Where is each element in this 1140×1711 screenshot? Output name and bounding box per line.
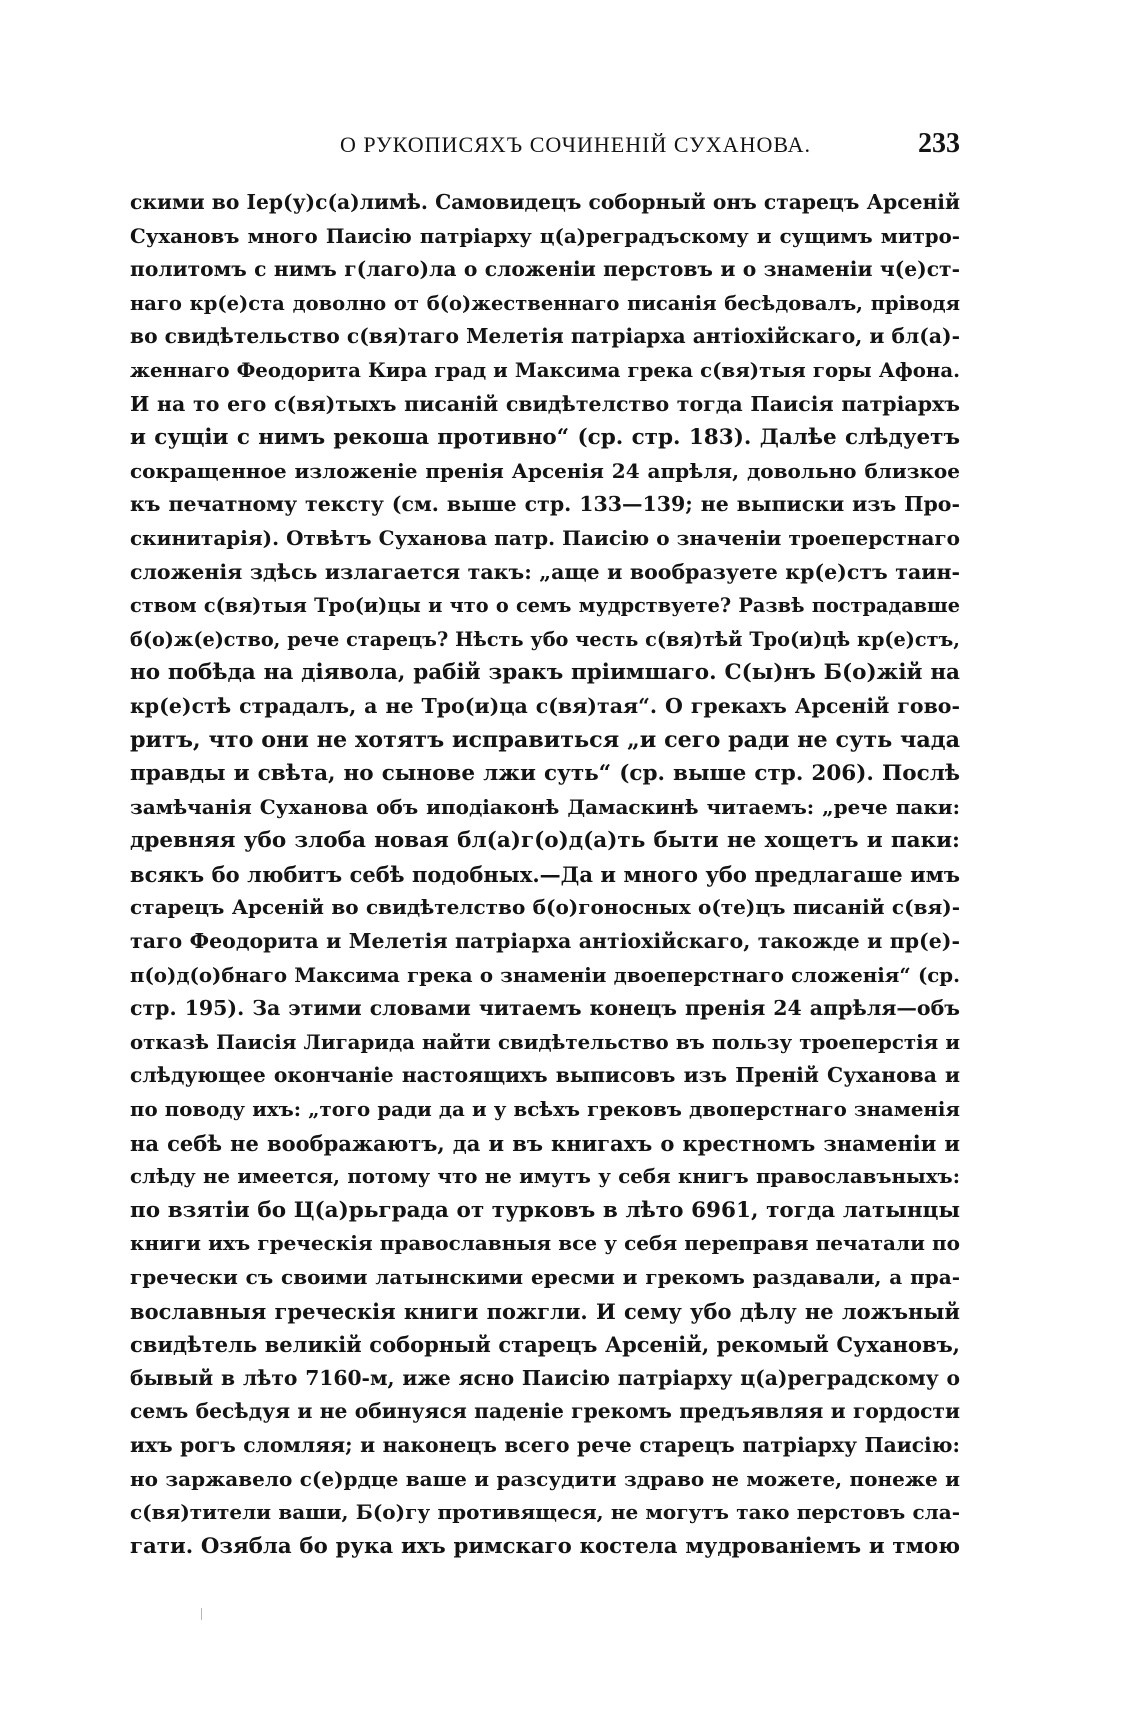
text-line: во свидѣтельство с(вя)таго Мелетія патріарха антіохійскаго, и бл(а)-	[130, 324, 960, 349]
text-line: И на то его с(вя)тыхъ писаній свидѣтелство тогда Паисія патріархъ	[130, 391, 960, 416]
body-text	[130, 186, 960, 1563]
text-line: Сухановъ много Паисію патріарху ц(а)реградъскому и сущимъ митро-	[130, 223, 960, 248]
text-line: старецъ Арсеній во свидѣтелство б(о)гоносных о(те)цъ писаній с(вя)-	[130, 895, 960, 920]
text-line: и сущіи с нимъ рекоша противно“ (ср. стр. 183). Далѣе слѣдуетъ	[130, 425, 960, 451]
running-title: О РУКОПИСЯХЪ СОЧИНЕНІЙ СУХАНОВА.	[340, 132, 812, 157]
text-line: древняя убо злоба новая бл(а)г(о)д(а)ть быти не хощетъ и паки:	[130, 828, 960, 854]
running-header	[128, 128, 960, 162]
text-line: бывый в лѣто 7160-м, иже ясно Паисію патріарху ц(а)реградскому о	[130, 1365, 960, 1390]
text-line: кр(е)стѣ страдалъ, а не Тро(и)ца с(вя)тая“. О грекахъ Арсеній гово-	[130, 693, 960, 718]
text-line: стр. 195). За этими словами читаемъ конецъ пренія 24 апрѣля—объ	[130, 996, 960, 1021]
text-line: на себѣ не воображаютъ, да и въ книгахъ о крестномъ знаменіи и	[130, 1130, 960, 1156]
text-line: но заржавело с(е)рдце ваше и разсудити здраво не можете, понеже и	[130, 1466, 960, 1491]
text-line: всякъ бо любитъ себѣ подобных.—Да и много убо предлагаше имъ	[130, 861, 960, 887]
text-line: б(о)ж(е)ство, рече старецъ? Нѣсть убо честь с(вя)тѣй Тро(и)цѣ кр(е)стъ,	[130, 627, 960, 651]
text-line: гати. Озябла бо рука ихъ римскаго костела мудрованіемъ и тмою	[130, 1533, 960, 1559]
text-line: сложенія здѣсь излагается такъ: „аще и вообразуете кр(е)стъ таин-	[130, 559, 960, 584]
text-line: отказѣ Паисія Лигарида найти свидѣтельство въ пользу троеперстія и	[130, 1029, 960, 1054]
text-line: с(вя)тители ваши, Б(о)гу противящеся, не могутъ тако перстовъ сла-	[130, 1500, 960, 1525]
text-line: сокращенное изложеніе пренія Арсенія 24 апрѣля, довольно близкое	[130, 458, 960, 483]
text-line: свидѣтель великій соборный старецъ Арсеній, рекомый Сухановъ,	[130, 1332, 960, 1358]
text-line: ритъ, что они не хотятъ исправиться „и сего ради не суть чада	[130, 726, 960, 753]
text-line: п(о)д(о)бнаго Максима грека о знаменіи двоеперстнаго сложенія“ (ср.	[130, 962, 960, 987]
scan-speck	[201, 1608, 202, 1620]
text-line: слѣдующее окончаніе настоящихъ выписовъ изъ Преній Суханова и	[130, 1063, 960, 1088]
text-line: скинитарія). Отвѣтъ Суханова патр. Паисію о значеніи троеперстнаго	[130, 525, 960, 550]
text-line: правды и свѣта, но сынове лжи суть“ (ср. выше стр. 206). Послѣ	[130, 761, 960, 787]
page-number: 233	[918, 128, 960, 159]
text-line: по поводу ихъ: „того ради да и у всѣхъ грековъ двоперстнаго знаменія	[130, 1097, 960, 1122]
text-line: замѣчанія Суханова объ иподіаконѣ Дамаскинѣ читаемъ: „рече паки:	[130, 794, 960, 819]
text-line: вославныя греческія книги пожгли. И сему убо дѣлу не ложъный	[130, 1298, 960, 1324]
text-line: но побѣда на діявола, рабій зракъ пріимшаго. С(ы)нъ Б(о)жій на	[130, 660, 960, 686]
text-line: по взятіи бо Ц(а)рьграда от турковъ в лѣто 6961, тогда латынцы	[130, 1197, 960, 1223]
text-line: къ печатному тексту (см. выше стр. 133—139; не выписки изъ Про-	[130, 492, 960, 517]
text-line: скими во Іер(у)с(а)лимѣ. Самовидецъ соборный онъ старецъ Арсеній	[130, 190, 960, 214]
text-line: семъ бесѣдуя и не обинуяся паденіе грекомъ предъявляя и гордости	[130, 1399, 960, 1424]
text-line: гречески съ своими латынскими ересми и грекомъ раздавали, а пра-	[130, 1265, 960, 1289]
text-line: ихъ рогъ сломляя; и наконецъ всего рече старецъ патріарху Паисію:	[130, 1432, 960, 1457]
text-line: политомъ с нимъ г(лаго)ла о сложеніи перстовъ и о знаменіи ч(е)ст-	[130, 257, 960, 282]
text-line: ством с(вя)тыя Тро(и)цы и что о семъ мудрствуете? Развѣ пострадавше	[130, 594, 960, 618]
text-line: таго Феодорита и Мелетія патріарха антіохійскаго, такожде и пр(е)-	[130, 929, 960, 954]
text-line: книги ихъ греческія православныя все у себя переправя печатали по	[130, 1231, 960, 1256]
text-line: слѣду не имеется, потому что не имутъ у себя книгъ православъныхъ:	[130, 1164, 960, 1189]
text-line: женнаго Феодорита Кира град и Максима грека с(вя)тыя горы Афона.	[130, 357, 960, 382]
text-line: наго кр(е)ста доволно от б(о)жественнаго писанія бесѣдовалъ, пріводя	[130, 291, 960, 315]
